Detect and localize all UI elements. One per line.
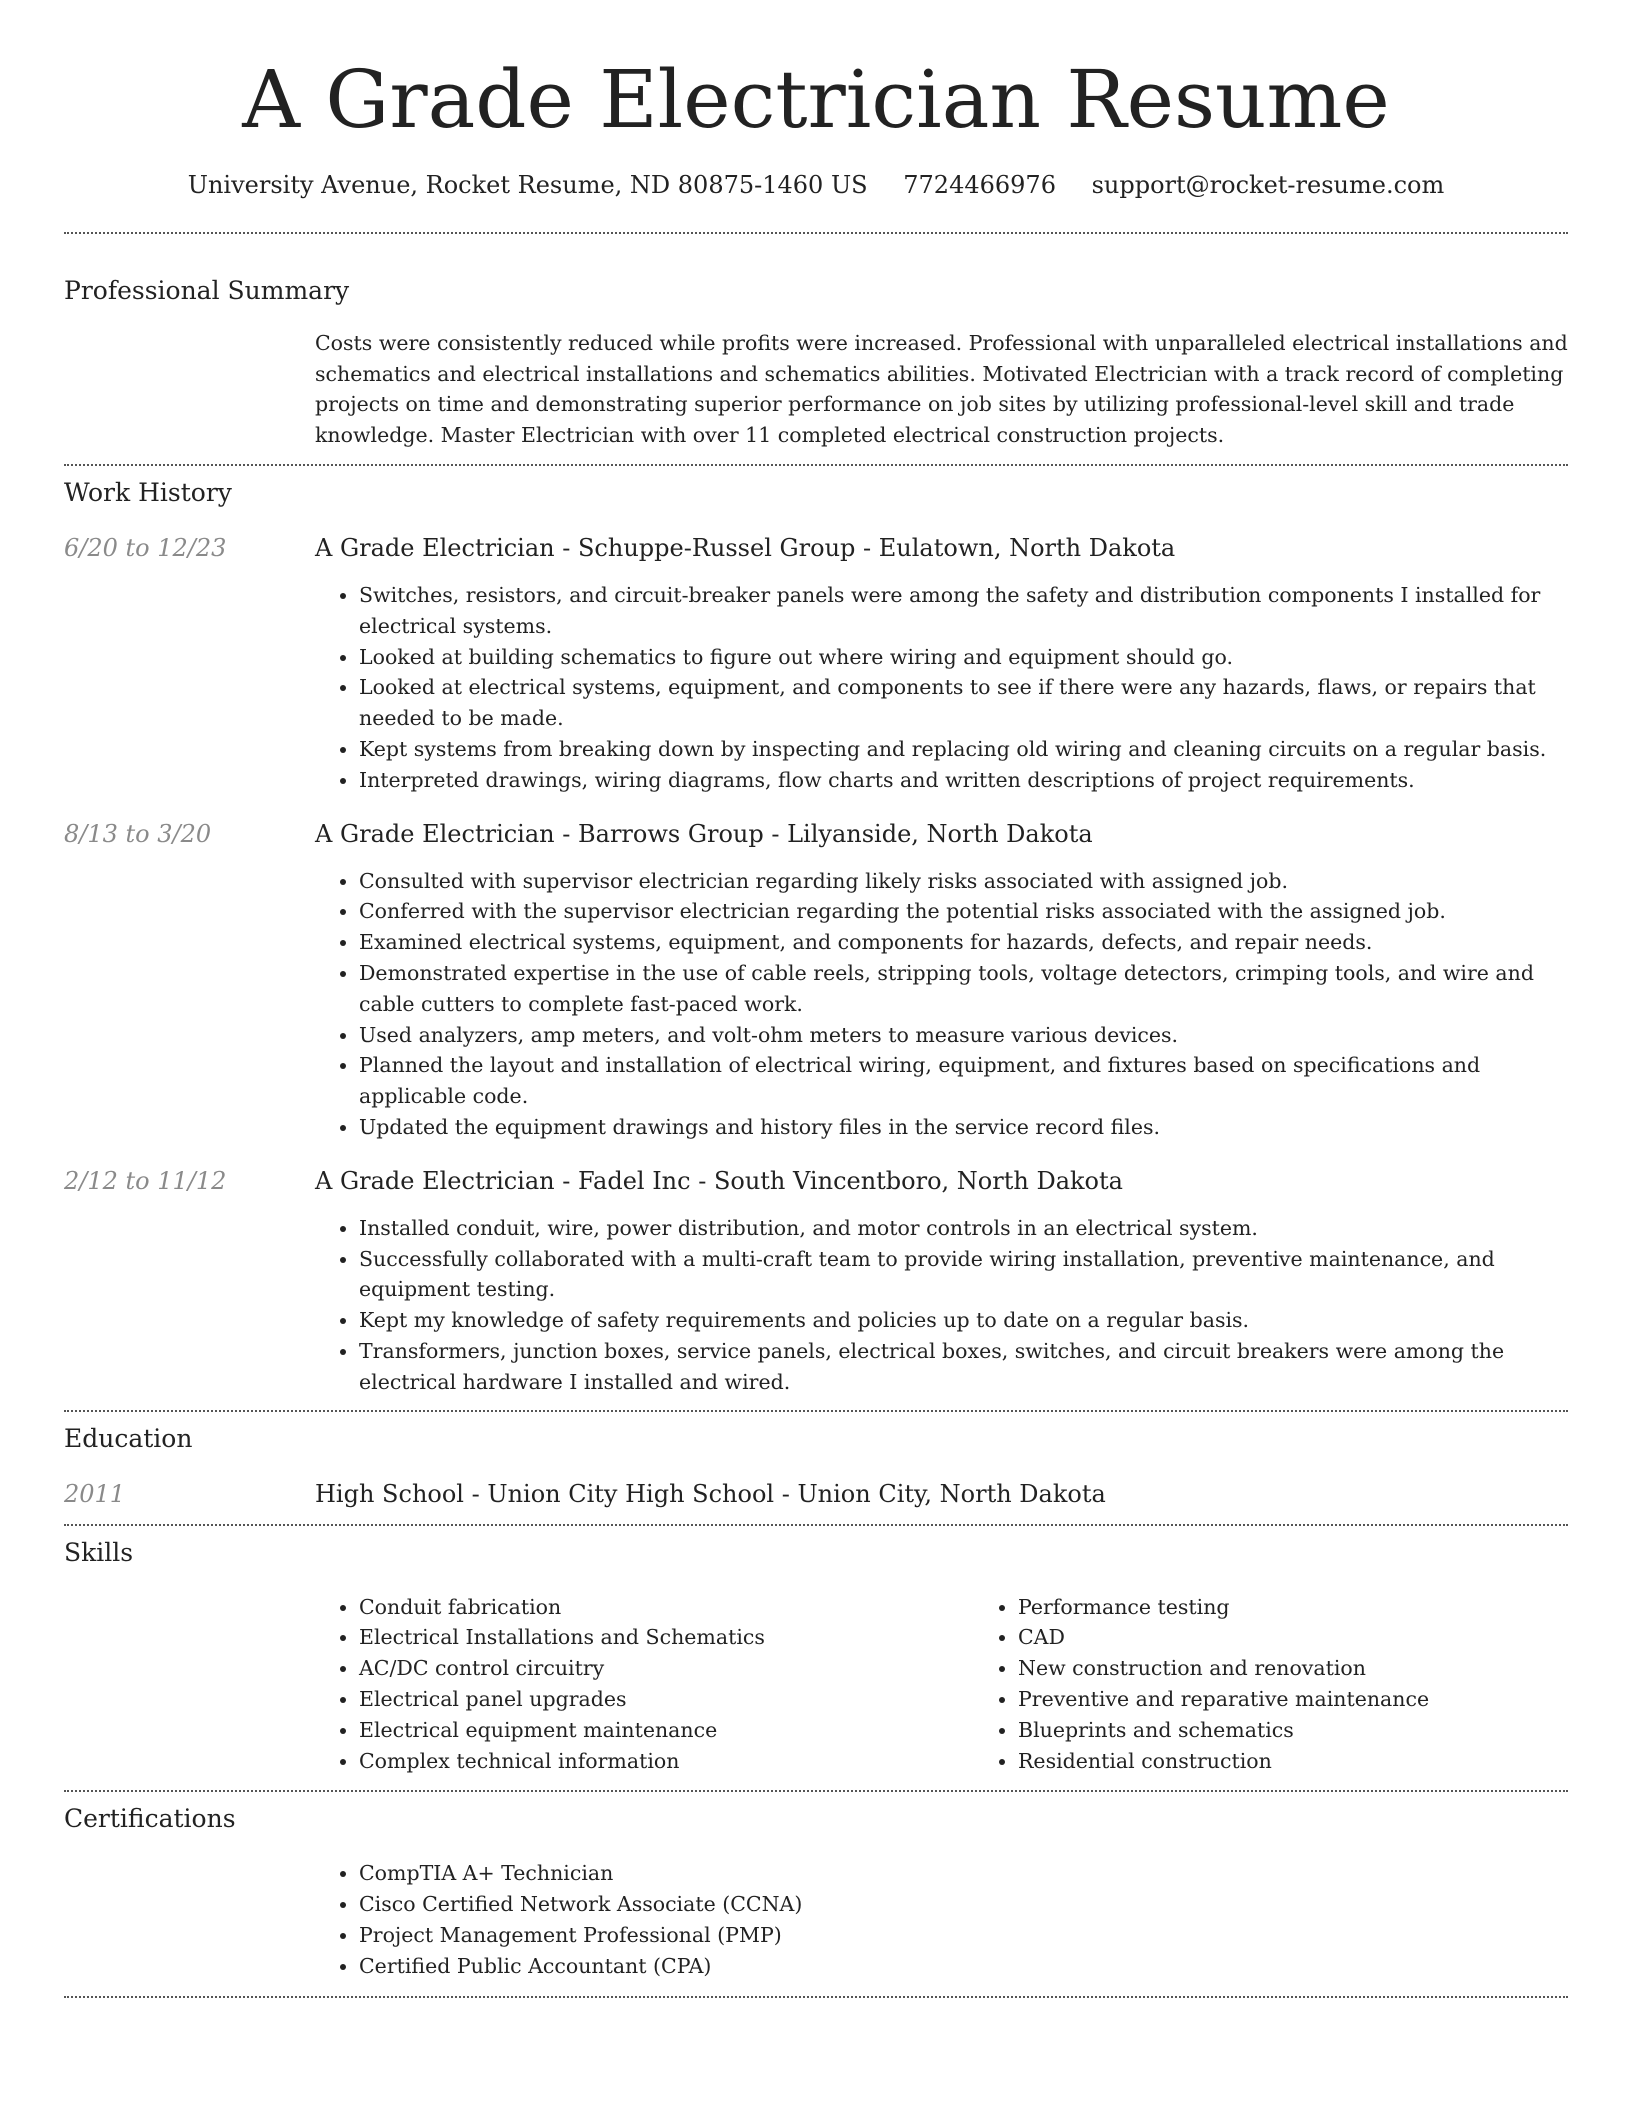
- certifications-list: [315, 1858, 1568, 1981]
- divider: [64, 1410, 1568, 1412]
- job-bullet: • Planned the layout and installation of electrical wiring, equipment, and fixtures based on specifications and applicable code.: [359, 1050, 1568, 1112]
- job-body: [315, 818, 1568, 1143]
- skill-item: • Electrical equipment maintenance: [359, 1715, 974, 1746]
- summary-heading: Professional Summary: [64, 276, 350, 305]
- summary-row: [64, 328, 1568, 450]
- skills-grid: [315, 1592, 1632, 1777]
- job-bullets: [315, 580, 1568, 796]
- job-bullets: [315, 1213, 1568, 1398]
- education-section: [64, 1422, 1568, 1510]
- job-bullet: • Consulted with supervisor electrician regarding likely risks associated with assigned job.: [359, 866, 1568, 897]
- contact-email: support@rocket-resume.com: [1091, 171, 1445, 199]
- skills-list-left: [315, 1592, 974, 1777]
- divider: [64, 464, 1568, 466]
- skill-item: • Complex technical information: [359, 1746, 974, 1777]
- skill-item: • AC/DC control circuitry: [359, 1653, 974, 1684]
- work-section: [64, 476, 1568, 1398]
- job-bullet: • Installed conduit, wire, power distribution, and motor controls in an electrical system.: [359, 1213, 1568, 1244]
- skill-item: • Electrical panel upgrades: [359, 1684, 974, 1715]
- skill-item: • Residential construction: [1018, 1746, 1632, 1777]
- job-entry: [64, 818, 1568, 1143]
- skill-item: • Electrical Installations and Schematics: [359, 1622, 974, 1653]
- job-bullet: • Examined electrical systems, equipment, and components for hazards, defects, and repair needs.: [359, 927, 1568, 958]
- summary-spacer: [64, 328, 315, 450]
- job-bullet: • Successfully collaborated with a multi-craft team to provide wiring installation, preventive maintenance, and equipment testing.: [359, 1244, 1568, 1306]
- education-date: 2011: [64, 1479, 126, 1508]
- job-body: [315, 1165, 1568, 1398]
- skill-item: • Performance testing: [1018, 1592, 1632, 1623]
- job-bullet: • Interpreted drawings, wiring diagrams, flow charts and written descriptions of project requirements.: [359, 765, 1568, 796]
- job-bullet: • Switches, resistors, and circuit-breaker panels were among the safety and distribution components I installed for electrical systems.: [359, 580, 1568, 642]
- job-bullet: • Kept my knowledge of safety requirements and policies up to date on a regular basis.: [359, 1305, 1568, 1336]
- divider: [64, 1524, 1568, 1526]
- job-bullet: • Used analyzers, amp meters, and volt-ohm meters to measure various devices.: [359, 1020, 1568, 1051]
- education-title: High School - Union City High School - Union City, North Dakota: [315, 1479, 1106, 1508]
- job-bullet: • Looked at electrical systems, equipment, and components to see if there were any hazards, flaws, or repairs that needed to be made.: [359, 672, 1568, 734]
- job-bullet: • Transformers, junction boxes, service panels, electrical boxes, switches, and circuit breakers were among the electrical hardware I installed and wired.: [359, 1336, 1568, 1398]
- education-entry: [64, 1478, 1568, 1510]
- job-dates: 6/20 to 12/23: [64, 534, 227, 562]
- contact-address: University Avenue, Rocket Resume, ND 80875-1460 US: [187, 171, 868, 199]
- certification-item: • CompTIA A+ Technician: [359, 1858, 1568, 1889]
- divider: [64, 1790, 1568, 1792]
- job-bullet: • Updated the equipment drawings and history files in the service record files.: [359, 1112, 1568, 1143]
- education-body: [315, 1478, 1568, 1510]
- job-entry: [64, 1165, 1568, 1398]
- skill-item: • Blueprints and schematics: [1018, 1715, 1632, 1746]
- certification-item: • Project Management Professional (PMP): [359, 1920, 1568, 1951]
- job-title: A Grade Electrician - Schuppe-Russel Group - Eulatown, North Dakota: [315, 534, 1176, 562]
- job-dates: 8/13 to 3/20: [64, 819, 212, 848]
- job-bullet: • Demonstrated expertise in the use of cable reels, stripping tools, voltage detectors, crimping tools, and wire and cable cutters to complete fast-paced work.: [359, 958, 1568, 1020]
- certifications-body: [315, 1858, 1568, 1981]
- job-title: A Grade Electrician - Fadel Inc - South Vincentboro, North Dakota: [315, 1166, 1123, 1195]
- resume-title: A Grade Electrician Resume: [242, 53, 1390, 146]
- divider: [64, 232, 1568, 234]
- job-dates: 2/12 to 11/12: [64, 1166, 227, 1195]
- certifications-row: [64, 1858, 1568, 1981]
- job-bullet: • Conferred with the supervisor electrician regarding the potential risks associated with the assigned job.: [359, 896, 1568, 927]
- summary-section: [64, 274, 1568, 450]
- skills-row: [64, 1592, 1568, 1777]
- skill-item: • Conduit fabrication: [359, 1592, 974, 1623]
- skills-section: [64, 1536, 1568, 1777]
- certifications-section: [64, 1802, 1568, 1981]
- skill-item: • Preventive and reparative maintenance: [1018, 1684, 1632, 1715]
- summary-body: [315, 328, 1568, 450]
- job-bullet: • Kept systems from breaking down by inspecting and replacing old wiring and cleaning circuits on a regular basis.: [359, 734, 1568, 765]
- skills-heading: Skills: [64, 1537, 134, 1567]
- skills-list-right: [974, 1592, 1632, 1777]
- divider: [64, 1996, 1568, 1998]
- job-title: A Grade Electrician - Barrows Group - Lilyanside, North Dakota: [315, 819, 1093, 848]
- job-bullet: • Looked at building schematics to figure out where wiring and equipment should go.: [359, 642, 1568, 673]
- certification-item: • Certified Public Accountant (CPA): [359, 1951, 1568, 1982]
- job-body: [315, 532, 1568, 796]
- certifications-heading: Certifications: [64, 1804, 236, 1834]
- job-entry: [64, 532, 1568, 796]
- work-heading: Work History: [64, 478, 232, 507]
- summary-text: Costs were consistently reduced while profits were increased. Professional with unparalleled electrical installations and schematics and electrical installations and schematics abilities. Motivated Electrician with a track record of completing projects on time and demonstrating superior performance on job sites by utilizing professional-level skill and trade knowledge. Master Electrician with over 11 completed electrical construction projects.: [315, 331, 1568, 447]
- certifications-spacer: [64, 1858, 315, 1981]
- skill-item: • New construction and renovation: [1018, 1653, 1632, 1684]
- contact-phone: 7724466976: [903, 171, 1056, 199]
- skills-spacer: [64, 1592, 315, 1777]
- certification-item: • Cisco Certified Network Associate (CCNA): [359, 1889, 1568, 1920]
- job-bullets: [315, 866, 1568, 1143]
- contact-line: [64, 168, 1568, 202]
- skill-item: • CAD: [1018, 1622, 1632, 1653]
- education-heading: Education: [64, 1423, 193, 1453]
